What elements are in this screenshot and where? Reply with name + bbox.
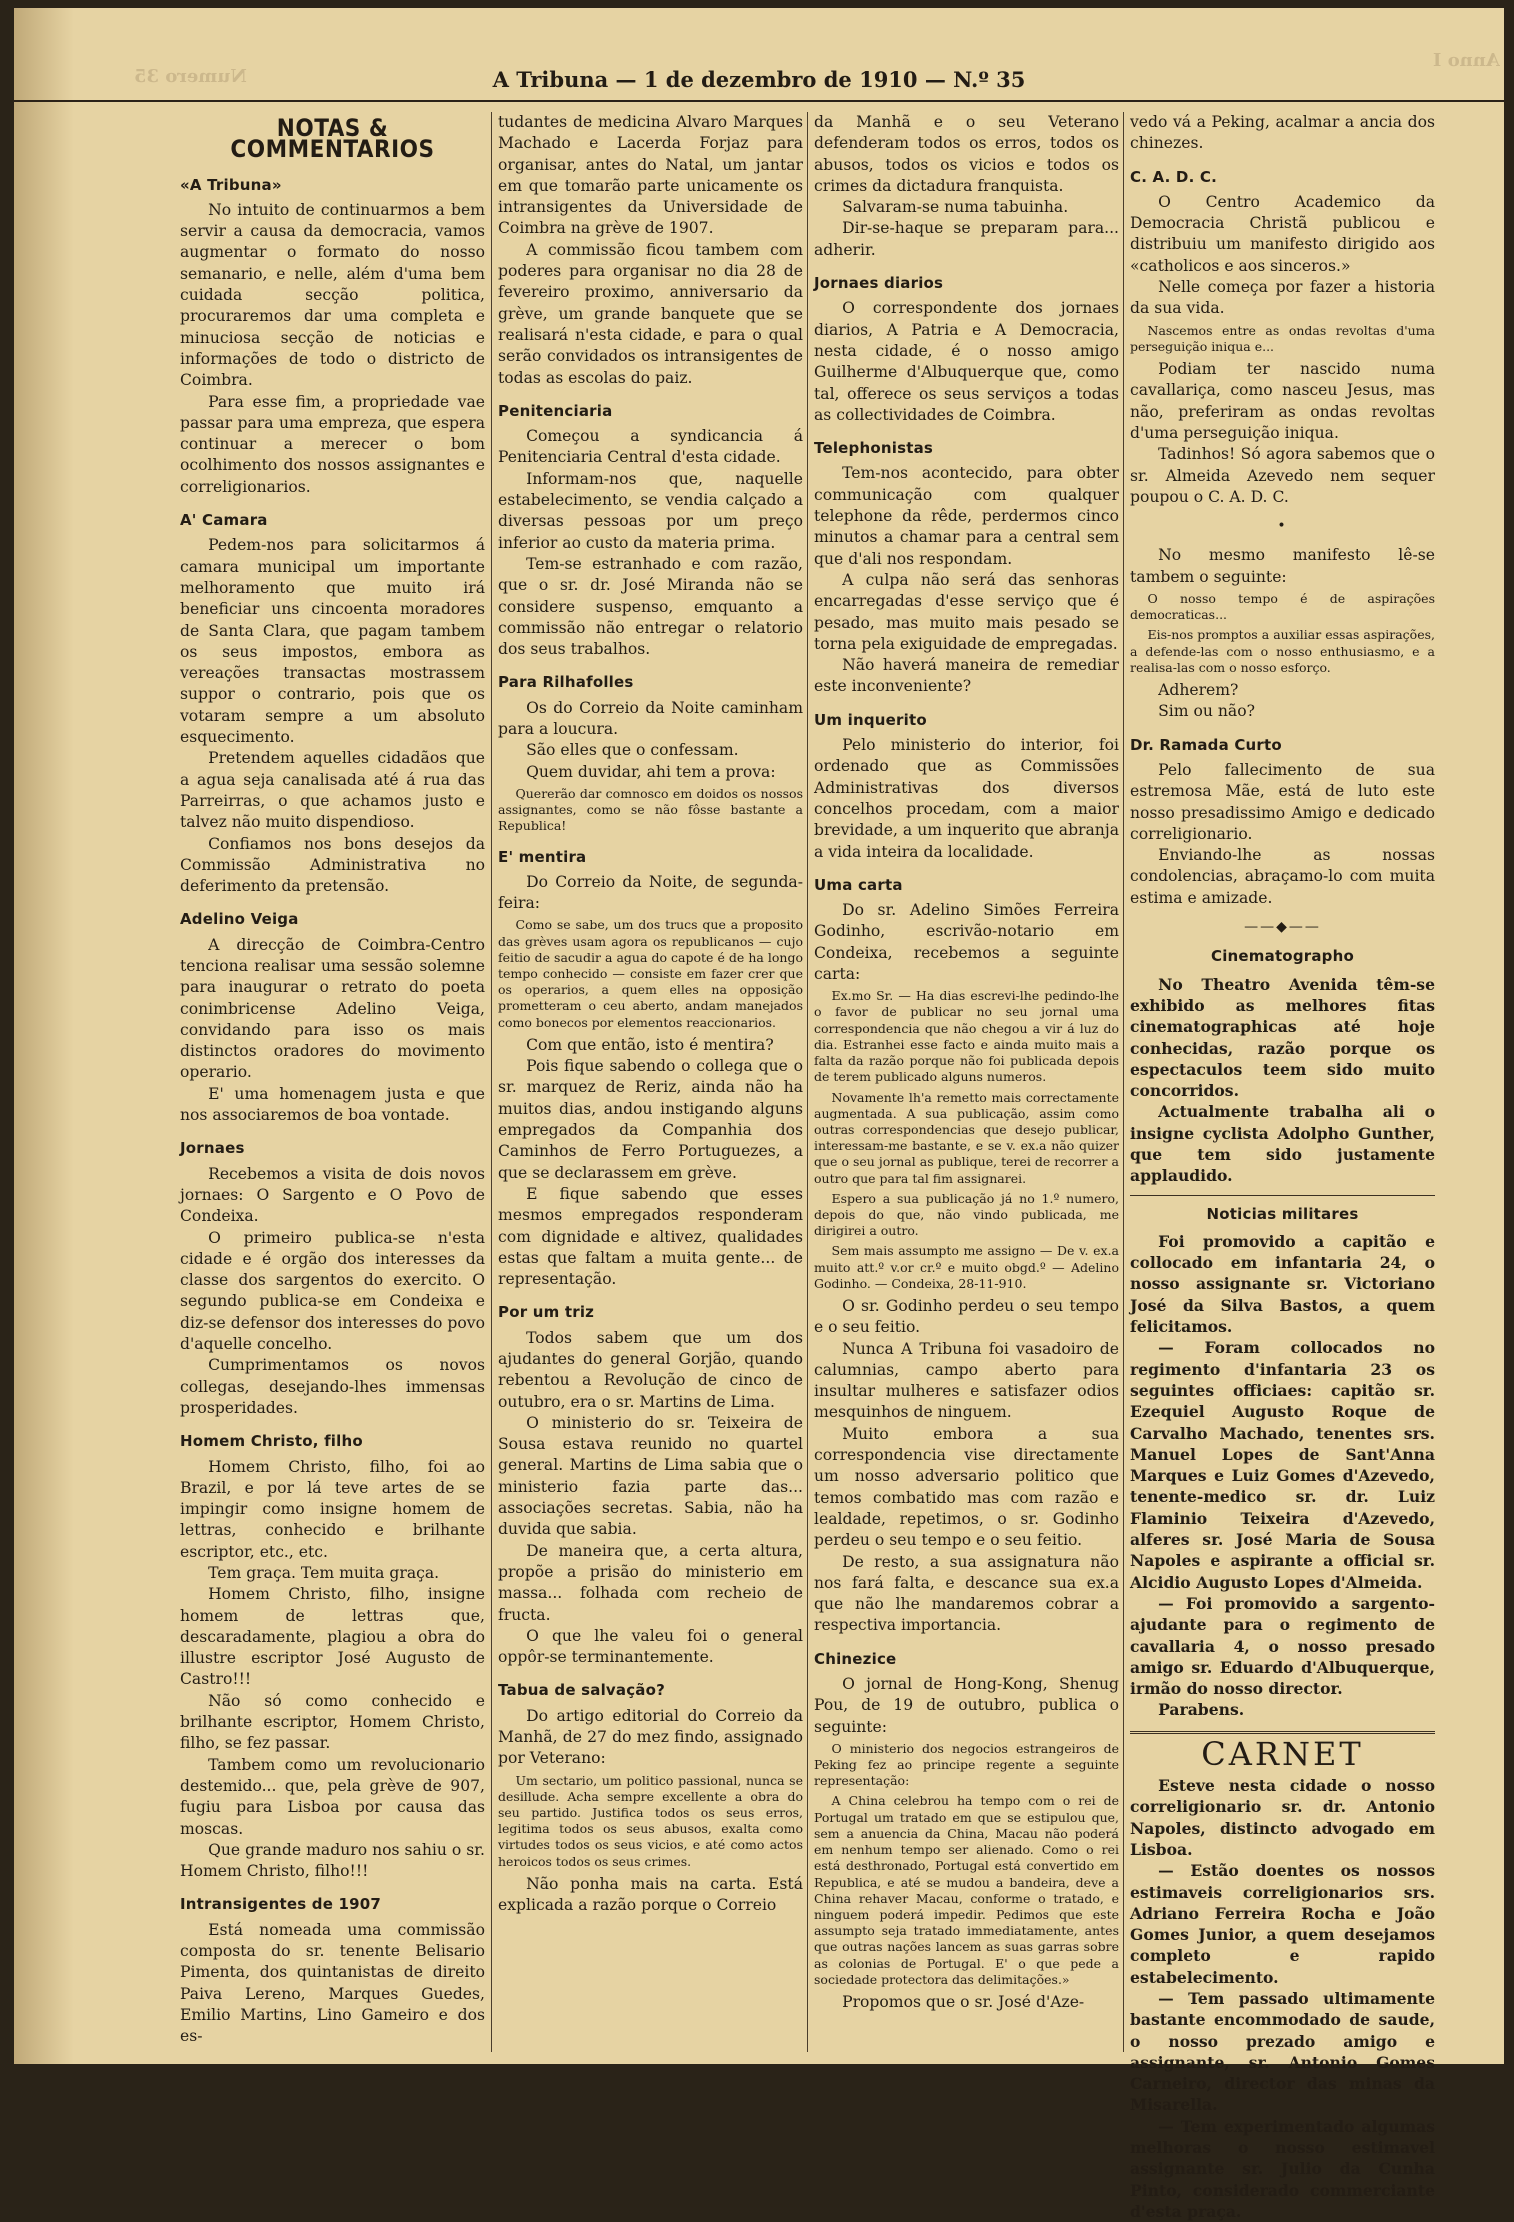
page-header: A Tribuna — 1 de dezembro de 1910 — N.º 35 (14, 60, 1504, 102)
column-divider (491, 112, 492, 2052)
column-divider (807, 112, 808, 2052)
column-divider (1123, 112, 1124, 2052)
article-heading: Para Rilhafolles (498, 673, 634, 692)
paragraph: Do Correio da Noite, de segunda-feira: (498, 872, 803, 913)
paragraph: Que grande maduro nos sahiu o sr. Homem Christo, filho!!! (180, 1840, 485, 1881)
paragraph: Adherem? (1158, 681, 1239, 700)
article-heading: Chinezice (814, 1649, 897, 1668)
paragraph: Podiam ter nascido numa cavallariça, como nasceu Jesus, mas não, preferiram as ondas revoltas d'uma perseguição iniqua. (1130, 360, 1435, 442)
quoted-excerpt: O ministerio dos negocios estrangeiros de Peking fez ao principe regente a seguinte representação: (814, 1740, 1119, 1789)
article-heading: Um inquerito (814, 710, 927, 729)
paragraph: Nunca A Tribuna foi vasadoiro de calumnias, campo aberto para insultar mulheres e satisfazer odios mesquinhos de ninguem. (814, 1339, 1119, 1422)
paragraph: Actualmente trabalha ali o insigne cyclista Adolpho Gunther, que tem sido justamente applaudido. (1130, 1102, 1435, 1186)
article-heading: Jornaes (180, 1139, 245, 1158)
paragraph: Pois fique sabendo o collega que o sr. marquez de Reriz, ainda não ha muitos dias, andou instigando alguns empregados da Companhia dos Caminhos de Ferro Portuguezes, a que se declarassem em grève. (498, 1057, 803, 1182)
quoted-excerpt: Um sectario, um politico passional, nunca se desillude. Acha sempre excellente a obra do seu partido. Justifica todos os seus erros, legitima todos os seus abusos, exalta como virtudes todos os seus vicios, e até como actos heroicos todos os seus crimes. (498, 1772, 803, 1869)
paragraph: Homem Christo, filho, foi ao Brazil, e por lá teve artes de se impingir como insigne homem de lettras, conhecido e brilhante escriptor, etc., etc. (180, 1457, 485, 1561)
paragraph: Informam-nos que, naquelle estabelecimento, se vendia calçado a diversas pessoas por um preço inferior ao custo da materia prima. (498, 469, 803, 552)
paragraph: Não haverá maneira de remediar este inconveniente? (814, 656, 1119, 696)
article-heading: Cinematographo (1210, 947, 1354, 966)
paragraph: O correspondente dos jornaes diarios, A Patria e A Democracia, nesta cidade, é o nosso amigo Guilherme d'Albuquerque que, como tal, offerece os seus serviços a todas as collectividades de Coimbra. (814, 299, 1119, 424)
paragraph-continued: vedo vá a Peking, acalmar a ancia dos chinezes. (1130, 113, 1435, 153)
paragraph: Pedem-nos para solicitarmos á camara municipal um importante melhoramento que muito irá beneficiar uns cincoenta moradores de Santa Clara, que pagam tambem os seus impostos, embora as vereações transactas mostrassem suppor o contrario, pois que os votaram sempre a um absoluto esquecimento. (180, 536, 485, 747)
article-heading: «A Tribuna» (180, 175, 282, 194)
quoted-excerpt: Novamente lh'a remetto mais correctamente augmentada. A sua publicação, assim como outras correspondencias que desejo publicar, interessam-me bastante, e se v. ex.a não quizer que o seu jornal as publique, terei de recorrer a outro que para tal fim assignarei. (814, 1089, 1119, 1186)
quoted-excerpt: Sem mais assumpto me assigno — De v. ex.a muito att.º v.or cr.º e muito obgd.º — Adelino Godinho. — Condeixa, 28-11-910. (814, 1243, 1119, 1291)
article-heading: Uma carta (814, 875, 903, 894)
paragraph: Nelle começa por fazer a historia da sua vida. (1130, 278, 1435, 318)
article-heading: Intransigentes de 1907 (180, 1895, 382, 1914)
paragraph: A culpa não será das senhoras encarregadas d'esse serviço que é pesado, mas muito mais pesado se torna pela exiguidade de empregadas. (814, 570, 1119, 653)
paragraph: Muito embora a sua correspondencia vise directamente um nosso adversario politico que temos combatido mas com razão e lealdade, repetimos, o sr. Godinho perdeu o seu tempo e o seu feitio. (814, 1424, 1119, 1550)
quoted-excerpt: Eis-nos promptos a auxiliar essas aspirações, a defende-las com o nosso enthusiasmo, e a realisa-las com o nosso esforço. (1130, 627, 1435, 675)
paragraph: De resto, a sua assignatura não nos fará falta, e descance sua ex.a que não lhe mandaremos cobrar a respectiva importancia. (814, 1552, 1119, 1635)
paragraph: Tem-nos acontecido, para obter communicação com qualquer telephone da rêde, perdermos cinco minutos a chamar para a central sem que d'ali nos respondam. (814, 464, 1119, 568)
paragraph: No Theatro Avenida têm-se exhibido as melhores fitas cinematographicas até hoje conhecidas, razão porque os espectaculos teem sido muito concorridos. (1130, 974, 1435, 1101)
newspaper-page (14, 8, 1504, 2221)
paragraph-continued: da Manhã e o seu Veterano defenderam todos os erros, todos os abusos, todos os vicios e todos os crimes da dictadura franquista. (814, 113, 1119, 195)
paragraph: Confiamos nos bons desejos da Commissão Administrativa no deferimento da pretensão. (180, 834, 485, 896)
paragraph: — Estão doentes os nossos estimaveis correligionarios srs. Adriano Ferreira Rocha e João Gomes Junior, a quem desejamos completo e rapido estabelecimento. (1130, 1861, 1435, 1987)
paragraph: Quem duvidar, ahi tem a prova: (526, 762, 776, 781)
paragraph: No mesmo manifesto lê-se tambem o seguinte: (1130, 546, 1435, 586)
paragraph: Do artigo editorial do Correio da Manhã, de 27 do mez findo, assignado por Veterano: (498, 1706, 803, 1768)
paragraph: Enviando-lhe as nossas condolencias, abraçamo-lo com muita estima e amizade. (1130, 846, 1435, 907)
article-heading: Homem Christo, filho (180, 1432, 363, 1451)
column-3 (814, 112, 1119, 2052)
paragraph: Os do Correio da Noite caminham para a loucura. (498, 698, 803, 739)
paragraph: No intuito de continuarmos a bem servir a causa da democracia, vamos augmentar o formato do nosso semanario, e nelle, além d'uma bem cuidada secção politica, procuraremos dar uma completa e minuciosa secção de noticias e informações de todo o districto de Coimbra. (180, 200, 485, 390)
article-heading: A' Camara (180, 511, 268, 530)
paragraph: Está nomeada uma commissão composta do sr. tenente Belisario Pimenta, dos quintanistas de direito Paiva Lereno, Marques Guedes, Emilio Martins, Lino Gameiro e dos es- (180, 1920, 485, 2046)
double-rule-divider (1130, 1731, 1435, 1734)
article-heading: Tabua de salvação? (498, 1681, 666, 1700)
paragraph: Pelo fallecimento de sua estremosa Mãe, está de luto este nosso presadissimo Amigo e dedicado correligionario. (1130, 760, 1435, 843)
show-through-text-right: Anno I (1433, 50, 1500, 71)
section-title-carnet: CARNET (1201, 1734, 1364, 1773)
paragraph: Tadinhos! Só agora sabemos que o sr. Almeida Azevedo nem sequer poupou o C. A. D. C. (1130, 445, 1435, 506)
paragraph: Para esse fim, a propriedade vae passar para uma empreza, que espera continuar a merecer o bom ocolhimento dos nossos assignantes e correligionarios. (180, 392, 485, 496)
quoted-excerpt: A China celebrou ha tempo com o rei de Portugal um tratado em que se estipulou que, sem a anuencia da China, Macau não poderá em nenhum tempo ser alienado. Como o rei está desthronado, Portugal está convertido em Republica, e até se mudou a bandeira, deve a China rehaver Macau, conforme o tratado, e ninguem poderá impedir. Pedimos que este assumpto seja tratado immediatamente, antes que outras nações lancem as suas garras sobre as colonias de Portugal. E' o que pede a sociedade protectora das delimitações.» (814, 1793, 1119, 1987)
paragraph: O primeiro publica-se n'esta cidade e é orgão dos interesses da classe dos sargentos do exercito. O segundo publica-se em Condeixa e diz-se defensor dos interesses do povo d'aquelle concelho. (180, 1228, 485, 1354)
paragraph: Pretendem aquelles cidadãos que a agua seja canalisada até á rua das Parreirras, o que achamos justo e talvez não muito dispendioso. (180, 749, 485, 832)
quoted-excerpt: Como se sabe, um dos trucs que a proposito das grèves usam agora os republicanos — cujo feitio de sacudir a agua do capote é de ha longo tempo conhecido — consiste em fazer crer que os operarios, a quem elles na opposição prometteram o ceu aberto, andam manejados como bonecos por elementos reaccionarios. (498, 917, 803, 1030)
paragraph: Tambem como um revolucionario destemido... que, pela grève de 907, fugiu para Lisboa por causa das moscas. (180, 1755, 485, 1838)
paragraph: Salvaram-se numa tabuinha. (842, 198, 1069, 217)
paragraph: Não só como conhecido e brilhante escriptor, Homem Christo, filho, se fez passar. (180, 1691, 485, 1753)
paragraph: Não ponha mais na carta. Está explicada a razão porque o Correio (498, 1874, 803, 1915)
paragraph: — Foram collocados no regimento d'infantaria 23 os seguintes officiaes: capitão sr. Ezequiel Augusto Roque de Carvalho Machado, tenentes srs. Manuel Lopes de Sant'Anna Marques e Luiz Gomes d'Azevedo, tenente-medico sr. dr. Luiz Flaminio Teixeira d'Azevedo, alferes sr. José Maria de Sousa Napoles e aspirante a official sr. Alcidio Augusto Lopes d'Almeida. (1130, 1338, 1435, 1592)
paragraph: Todos sabem que um dos ajudantes do general Gorjão, quando rebentou a Revolução de cinco de outubro, era o sr. Martins de Lima. (498, 1328, 803, 1411)
paragraph: Com que então, isto é mentira? (526, 1035, 774, 1054)
paragraph: O Centro Academico da Democracia Christã publicou e distribuiu um manifesto dirigido aos «catholicos e aos sinceros.» (1130, 192, 1435, 275)
article-heading: Adelino Veiga (180, 910, 299, 929)
paragraph: E fique sabendo que esses mesmos empregados responderam com dignidade e altivez, qualidades estas que faltam a muita gente... de representação. (498, 1184, 803, 1289)
paragraph-continued: tudantes de medicina Alvaro Marques Machado e Lacerda Forjaz para organisar, antes do Natal, um jantar em que tomarão parte unicamente os intransigentes da Universidade de Coimbra na grève de 1907. (498, 113, 803, 238)
paragraph: A commissão ficou tambem com poderes para organisar no dia 28 de fevereiro proximo, anniversario da grève, um grande banquete que se realisará n'esta cidade, e para o qual serão convidados os intransigentes de todas as escolas do paiz. (498, 240, 803, 387)
paragraph: Parabens. (1158, 1700, 1245, 1720)
quoted-excerpt: Quererão dar comnosco em doidos os nossos assignantes, como se não fôsse bastante a Republica! (498, 785, 803, 834)
paragraph: — Tem experimentado algumas melhoras o nosso estimavel assignante sr. Julio da Cunha Pinto, considerado commerciante d'esta praça. (1130, 2116, 1435, 2221)
show-through-text-left: Numero 35 (134, 66, 247, 87)
paragraph: Propomos que o sr. José d'Aze- (842, 1992, 1085, 2011)
column-2 (498, 112, 803, 2052)
paragraph: São elles que o confessam. (526, 741, 739, 760)
article-heading: Penitenciaria (498, 401, 613, 420)
article-heading: C. A. D. C. (1130, 167, 1218, 186)
paragraph: Começou a syndicancia á Penitenciaria Central d'esta cidade. (498, 427, 803, 467)
page-edge-stain (14, 8, 74, 2064)
paragraph: Cumprimentamos os novos collegas, desejando-lhes immensas prosperidades. (180, 1356, 485, 1417)
paragraph: Do sr. Adelino Simões Ferreira Godinho, escrivão-notario em Condeixa, recebemos a seguinte carta: (814, 901, 1119, 983)
paragraph: O jornal de Hong-Kong, Shenug Pou, de 19 de outubro, publica o seguinte: (814, 1674, 1119, 1736)
paragraph: Dir-se-haque se preparam para... adherir. (814, 219, 1119, 259)
paragraph: A direcção de Coimbra-Centro tenciona realisar uma sessão solemne para inaugurar o retrato do poeta conimbricense Adelino Veiga, convidando para isso os mais distinctos oradores do movimento operario. (180, 935, 485, 1082)
quoted-excerpt: Nascemos entre as ondas revoltas d'uma perseguição iniqua e... (1130, 322, 1435, 354)
paragraph: Sim ou não? (1158, 702, 1255, 721)
paragraph: Esteve nesta cidade o nosso correligionario sr. dr. Antonio Napoles, distincto advogado em Lisboa. (1130, 1776, 1435, 1859)
section-masthead: NOTAS & COMMENTARIOS (230, 114, 435, 164)
paragraph: O ministerio do sr. Teixeira de Sousa estava reunido no quartel general. Martins de Lima sabia que o ministerio fazia parte das... associações secretas. Sabia, não ha duvida que sabia. (498, 1413, 803, 1539)
paragraph: Homem Christo, filho, insigne homem de lettras que, descaradamente, plagiou a obra do illustre escriptor José Augusto de Castro!!! (180, 1585, 485, 1689)
ornament-divider: ——◆—— (1244, 919, 1321, 936)
paragraph: O que lhe valeu foi o general oppôr-se terminantemente. (498, 1626, 803, 1667)
article-heading: Dr. Ramada Curto (1130, 735, 1282, 754)
paragraph: De maneira que, a certa altura, propõe a prisão do ministerio em massa... folhada com recheio de fructa. (498, 1541, 803, 1624)
column-4 (1130, 112, 1435, 2221)
paragraph: — Tem passado ultimamente bastante encommodado de saude, o nosso prezado amigo e assignante, sr. Antonio Gomes Carneiro, director das minas da Misarella. (1130, 1988, 1435, 2115)
article-heading: Jornaes diarios (814, 274, 944, 293)
article-heading: Noticias militares (1206, 1204, 1359, 1223)
paragraph: Tem-se estranhado e com razão, que o sr. dr. José Miranda não se considere suspenso, emquanto a commissão não entregar o relatorio dos seus trabalhos. (498, 554, 803, 659)
quoted-excerpt: Espero a sua publicação já no 1.º numero, depois do que, não vindo publicada, me dirigirei a outro. (814, 1190, 1119, 1239)
article-heading: Por um triz (498, 1303, 595, 1322)
paragraph: — Foi promovido a sargento-ajudante para o regimento de cavallaria 4, o nosso presado amigo sr. Eduardo d'Albuquerque, irmão do nosso director. (1130, 1593, 1435, 1699)
quoted-excerpt: Ex.mo Sr. — Ha dias escrevi-lhe pedindo-lhe o favor de publicar no seu jornal uma correspondencia que não chegou a vir á luz do dia. Estranhei esse facto e ainda muito mais a falta da razão porque não foi publicada depois de terem publicado alguns numeros. (814, 988, 1119, 1085)
paragraph: Foi promovido a capitão e collocado em infantaria 24, o nosso assignante sr. Victoriano José da Silva Bastos, a quem felicitamos. (1130, 1231, 1435, 1337)
rule-divider (1130, 1195, 1435, 1196)
paragraph: E' uma homenagem justa e que nos associaremos de boa vontade. (180, 1084, 485, 1125)
column-1 (180, 112, 485, 2052)
paragraph: Pelo ministerio do interior, foi ordenado que as Commissões Administrativas dos diversos concelhos procedam, com a maior brevidade, a um inquerito que abranja a vida inteira da localidade. (814, 736, 1119, 861)
quoted-excerpt: O nosso tempo é de aspirações democraticas... (1130, 591, 1435, 623)
paragraph: Recebemos a visita de dois novos jornaes: O Sargento e O Povo de Condeixa. (180, 1164, 485, 1226)
paragraph: Tem graça. Tem muita graça. (208, 1564, 440, 1582)
article-heading: Telephonistas (814, 439, 934, 458)
ornament-divider: • (1277, 518, 1288, 535)
article-heading: E' mentira (498, 847, 587, 866)
paragraph: O sr. Godinho perdeu o seu tempo e o seu feitio. (814, 1296, 1119, 1337)
